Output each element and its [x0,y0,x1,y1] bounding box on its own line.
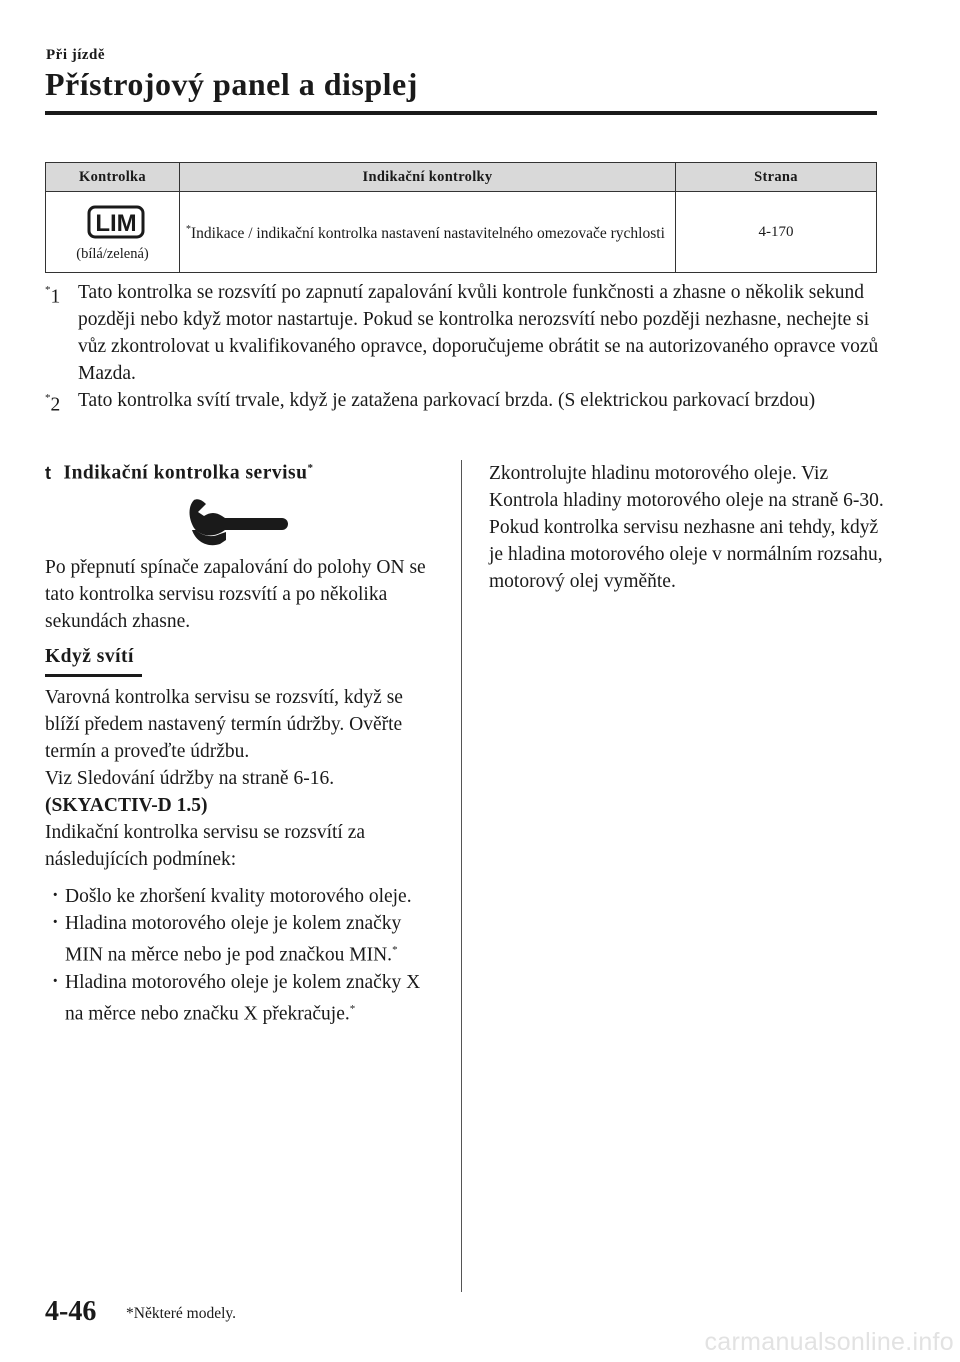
intro-paragraph: Po přepnutí spínače zapalování do polohy ON se tato kontrolka servisu rozsvítí a po několika sekundách zhasne. [45,557,426,632]
table-row [46,192,877,273]
footnote-1 [45,279,880,387]
footnote-mark: * [45,284,51,296]
list-item-text: Došlo ke zhoršení kvality motorového oleje. [65,886,412,907]
footnote-text: Tato kontrolka svítí trvale, když je zatažena parkovací brzda. (S elektrickou parkovací brzdou) [78,390,816,411]
list-item [45,883,440,910]
paragraph: Pokud kontrolka servisu nezhasne ani tehdy, když je hladina motorového oleje v normálním rozsahu, motorový olej vyměňte. [489,517,883,592]
paragraph: Varovná kontrolka servisu se rozsvítí, když se blíží předem nastavený termín údržby. Ověřte termín a proveďte údržbu. [45,687,403,762]
column-divider [461,460,462,1292]
svg-text:LIM: LIM [94,209,137,237]
footnote-mark: * [349,1002,356,1015]
indicator-table [45,162,877,273]
list-item-text: Hladina motorového oleje je kolem značky X na měrce nebo značku X překračuje. [65,971,421,1024]
list-item-text: Hladina motorového oleje je kolem značky MIN na měrce nebo je pod značkou MIN. [65,913,402,966]
left-body [45,684,440,1027]
lim-speed-limiter-icon [87,205,139,235]
section-label: Při jízdě [46,47,106,63]
page-number: 4-46 [45,1296,97,1327]
right-body [489,460,884,595]
footnote-text: Tato kontrolka se rozsvítí po zapnutí zapalování kvůli kontrole funkčnosti a zhasne o několik sekund později nebo když motor nastartuje. Pokud se kontrolka nerozsvítí nebo později nezhasne, nechejte si vůz zkontrolovat u kvalifikovaného opravce, doporučujeme obrátit se na autorizovaného opravce vozů Mazda. [78,282,879,384]
variant-label: (SKYACTIV-D 1.5) [45,795,208,816]
footnote-mark: * [186,223,191,235]
list-item [45,910,440,969]
page-reference: 4-170 [676,192,877,273]
subheading-rule [45,674,142,677]
footnote-mark: * [392,944,398,956]
watermark: carmanualsonline.info [704,1328,954,1356]
section-heading [45,462,313,485]
paragraph: Indikační kontrolka servisu se rozsvítí za následujících podmínek: [45,822,366,870]
paragraph: Viz Sledování údržby na straně 6-16. [45,768,335,789]
wrench-icon [186,498,288,548]
indicator-color-caption: (bílá/zelená) [76,245,149,262]
footnote-2 [45,387,880,414]
footnote-mark: * [45,392,51,404]
list-bullet: · [52,885,59,906]
description-cell [180,192,676,273]
column-header-page: Strana [676,163,877,192]
footer-note: *Některé modely. [126,1305,237,1322]
page-title: Přístrojový panel a displej [45,66,418,102]
list-bullet: · [52,912,59,933]
column-header-description: Indikační kontrolky [180,163,676,192]
title-rule [45,111,877,115]
footnote-number: 2 [50,394,61,416]
section-heading-text: Indikační kontrolka servisu [63,462,308,484]
list-item [45,969,440,1028]
subheading: Když svítí [45,646,134,667]
indicator-description: Indikace / indikační kontrolka nastavení nastavitelného omezovače rychlosti [191,225,665,243]
section-bullet: t [45,462,52,483]
table-header-row [46,163,877,192]
indicator-cell [46,192,180,273]
column-header-indicator: Kontrolka [46,163,180,192]
paragraph: Zkontrolujte hladinu motorového oleje. Viz Kontrola hladiny motorového oleje na straně 6-30. [489,463,884,511]
footnote-mark: * [307,462,314,474]
list-bullet: · [52,970,59,992]
footnote-number: 1 [50,286,61,308]
